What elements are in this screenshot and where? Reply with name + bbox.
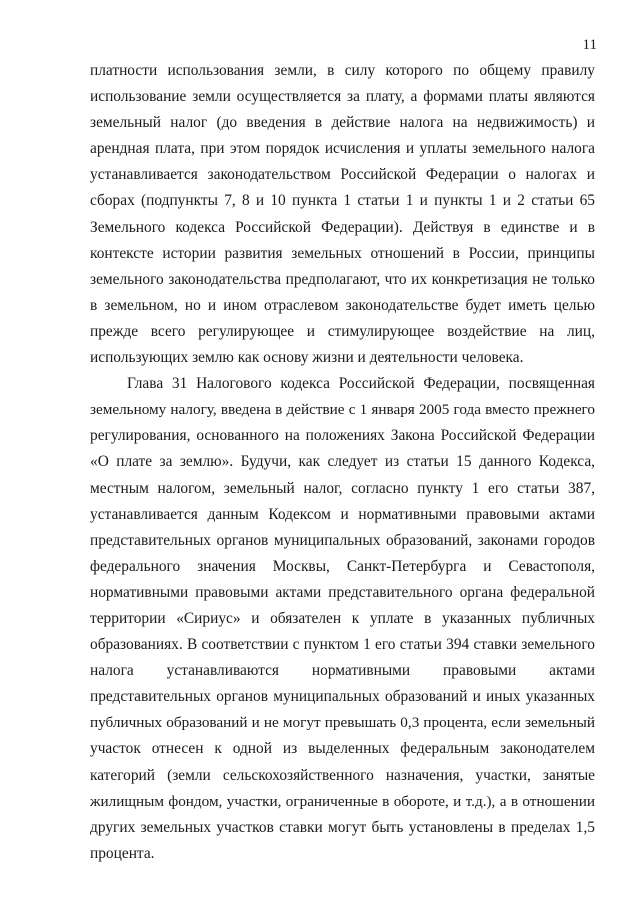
text-line: публичных образований и не могут превышать 0,3 процента, если земельный (90, 714, 595, 732)
text-line: земельному налогу, введена в действие с 1 января 2005 года вместо прежнего (90, 401, 595, 419)
text-line: «О плате за землю». Будучи, как следует из статьи 15 данного Кодекса, (90, 453, 595, 471)
body-text (90, 58, 595, 867)
text-line: представительных органов муниципальных образований, законами городов (90, 531, 595, 549)
text-line: Земельного кодекса Российской Федерации). Действуя в единстве и в (90, 218, 595, 236)
text-line: регулирования, основанного на положениях Закона Российской Федерации (90, 427, 595, 445)
text-line: Глава 31 Налогового кодекса Российской Федерации, посвященная (127, 375, 595, 393)
text-line: федерального значения Москвы, Санкт-Петербурга и Севастополя, (90, 557, 595, 575)
text-line: образованиях. В соответствии с пунктом 1 его статьи 394 ставки земельного (90, 636, 595, 654)
text-line: использование земли осуществляется за плату, а формами платы являются (90, 88, 595, 106)
text-line: представительных органов муниципальных образований и иных указанных (90, 688, 595, 706)
text-line: земельного законодательства предполагают, что их конкретизация не только (90, 270, 595, 288)
text-line: сборах (подпункты 7, 8 и 10 пункта 1 статьи 1 и пункты 1 и 2 статьи 65 (90, 192, 595, 210)
text-line: устанавливается законодательством Российской Федерации о налогах и (90, 166, 595, 184)
text-line: в земельном, но и ином отраслевом законодательстве будет иметь целью (90, 296, 595, 314)
text-line: земельный налог (до введения в действие налога на недвижимость) и (90, 114, 595, 132)
text-line: участок отнесен к одной из выделенных федеральным законодателем (90, 740, 595, 758)
text-line: жилищным фондом, участки, ограниченные в обороте, и т.д.), а в отношении (90, 792, 595, 810)
text-line: процента. (90, 844, 155, 862)
text-line: устанавливается данным Кодексом и нормативными правовыми актами (90, 505, 595, 523)
text-line: прежде всего регулирующее и стимулирующее воздействие на лиц, (90, 322, 595, 340)
text-line: платности использования земли, в силу которого по общему правилу (90, 62, 595, 79)
text-line: категорий (земли сельскохозяйственного назначения, участки, занятые (90, 766, 595, 784)
text-line: контексте истории развития земельных отношений в России, принципы (90, 244, 595, 262)
text-line: других земельных участков ставки могут быть установлены в пределах 1,5 (90, 818, 595, 836)
text-line: использующих землю как основу жизни и деятельности человека. (90, 349, 524, 367)
text-line: местным налогом, земельный налог, согласно пункту 1 его статьи 387, (90, 479, 595, 497)
text-line: территории «Сириус» и обязателен к уплате в указанных публичных (90, 609, 595, 627)
text-line: арендная плата, при этом порядок исчисления и уплаты земельного налога (90, 140, 595, 158)
text-line: налога устанавливаются нормативными правовыми актами (90, 662, 595, 680)
page-number: 11 (582, 37, 597, 53)
text-line: нормативными правовыми актами представительного органа федеральной (90, 583, 595, 601)
